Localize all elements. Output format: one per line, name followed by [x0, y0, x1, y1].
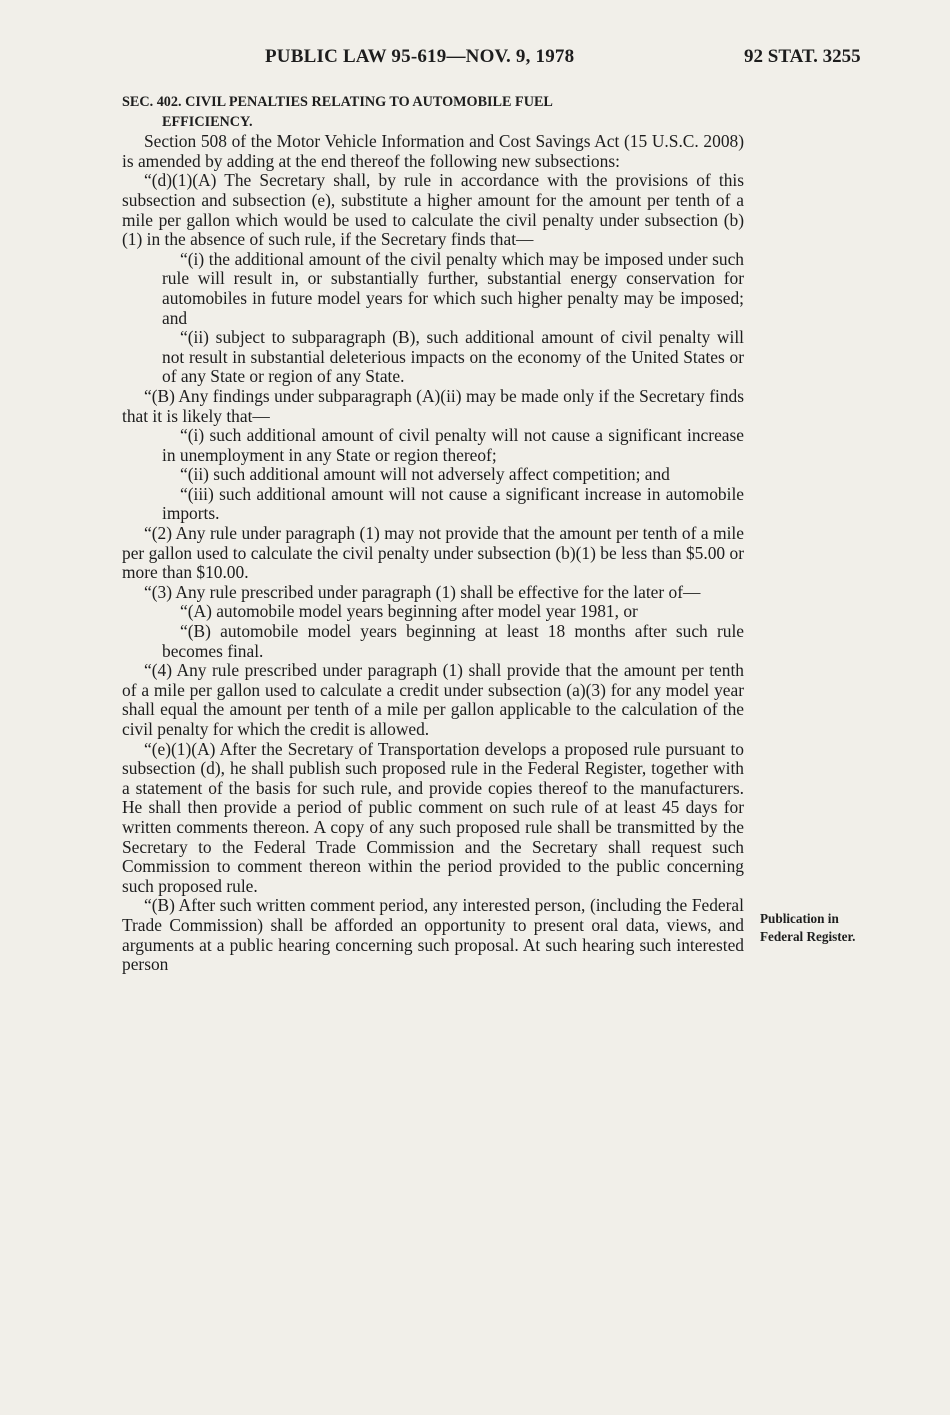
paragraph-d4: “(4) Any rule prescribed under paragraph (1) shall provide that the amount per tenth of a mile per gallon used to calculate a credit under subsection (a)(3) for any model year shall equal the amount per tenth of a mile per gallon applicable to the calculation of the civil penalty for which the credit is allowed. — [122, 660, 744, 739]
statute-body — [122, 93, 744, 975]
clause-d3A: “(A) automobile model years beginning after model year 1981, or — [180, 601, 638, 622]
clause-d1A-ii: “(ii) subject to subparagraph (B), such additional amount of civil penalty will not result in substantial deleterious impacts on the economy of the United States or of any State or region of any State. — [162, 327, 744, 387]
section-heading — [122, 93, 744, 132]
running-head-title: PUBLIC LAW 95-619—NOV. 9, 1978 — [265, 46, 575, 67]
page-stat-number: 92 STAT. 3255 — [744, 46, 861, 67]
clause-d1B-iii: “(iii) such additional amount will not cause a significant increase in automobile imports. — [162, 483, 744, 524]
paragraph-d3: “(3) Any rule prescribed under paragraph (1) shall be effective for the later of— — [144, 581, 701, 602]
paragraph-intro: Section 508 of the Motor Vehicle Information and Cost Savings Act (15 U.S.C. 2008) is amended by adding at the end thereof the following new subsections: — [122, 131, 744, 171]
paragraph-e1B: “(B) After such written comment period, any interested person, (including the Federal Trade Commission) shall be afforded an opportunity to present oral data, views, and arguments at a public hearing concerning such proposal. At such hearing such interested person — [122, 895, 744, 975]
margin-note-line1: Publication in — [760, 911, 839, 926]
clause-d3B: “(B) automobile model years beginning at least 18 months after such rule becomes final. — [162, 621, 744, 661]
paragraph-d1A: “(d)(1)(A) The Secretary shall, by rule in accordance with the provisions of this subsection and subsection (e), substitute a higher amount for the amount per tenth of a mile per gallon which would be used to calculate the civil penalty under subsection (b)(1) in the absence of such rule, if the Secretary finds that— — [122, 170, 744, 250]
margin-note — [760, 910, 900, 946]
clause-d1A-i: “(i) the additional amount of the civil penalty which may be imposed under such rule will result in, or substantially further, substantial energy conservation for automobiles in future model years for which such higher penalty may be imposed; and — [162, 248, 744, 328]
section-heading-line1: SEC. 402. CIVIL PENALTIES RELATING TO AUTOMOBILE FUEL — [122, 94, 553, 110]
margin-note-line2: Federal Register. — [760, 929, 856, 944]
paragraph-e1A: “(e)(1)(A) After the Secretary of Transportation develops a proposed rule pursuant to subsection (d), he shall publish such proposed rule in the Federal Register, together with a statement of the basis for such rule, and provide copies thereof to the manufacturers. He shall then provide a period of public comment on such rule of at least 45 days for written comments thereon. A copy of any such proposed rule shall be transmitted by the Secretary to the Federal Trade Commission and the Secretary shall request such Commission to comment thereon within the period provided to the public concerning such proposed rule. — [122, 738, 744, 896]
clause-d1B-i: “(i) such additional amount of civil penalty will not cause a significant increase in unemployment in any State or region thereof; — [162, 425, 744, 465]
paragraph-d1B: “(B) Any findings under subparagraph (A)(ii) may be made only if the Secretary finds that it is likely that— — [122, 385, 744, 426]
clause-d1B-ii: “(ii) such additional amount will not adversely affect competition; and — [180, 464, 670, 485]
section-heading-line2: EFFICIENCY. — [162, 113, 253, 130]
paragraph-d2: “(2) Any rule under paragraph (1) may not provide that the amount per tenth of a mile per gallon used to calculate the civil penalty under subsection (b)(1) be less than $5.00 or more than $10.00. — [122, 523, 744, 583]
